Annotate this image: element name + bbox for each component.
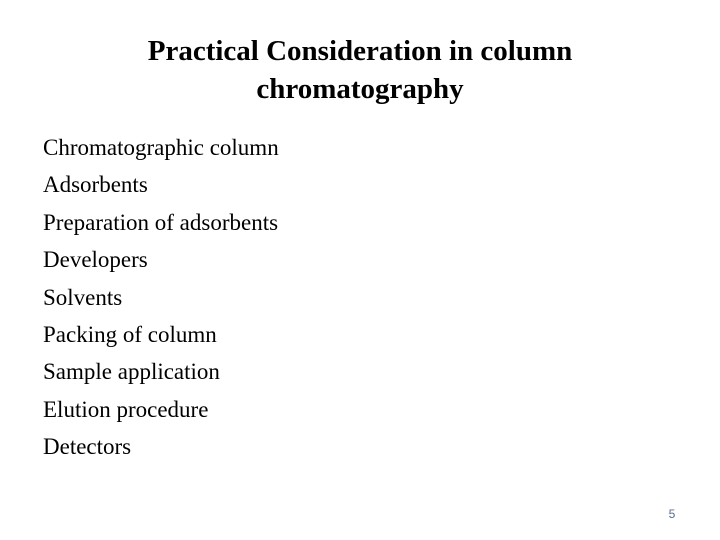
topic-item-preparation-of-adsorbents: Preparation of adsorbents [43, 209, 279, 235]
page-number: 5 [668, 507, 676, 521]
topic-item-packing-of-column: Packing of column [43, 322, 217, 348]
topic-item-solvents: Solvents [43, 284, 123, 310]
topic-item-developers: Developers [43, 247, 148, 273]
slide-title-line-2: chromatography [256, 73, 464, 105]
slide-title [60, 32, 660, 108]
topic-item-adsorbents: Adsorbents [43, 172, 148, 198]
topic-item-sample-application: Sample application [43, 359, 220, 385]
slide-title-line-1: Practical Consideration in column [147, 35, 573, 67]
topic-list [43, 129, 279, 466]
topic-item-detectors: Detectors [43, 434, 132, 460]
topic-item-elution-procedure: Elution procedure [43, 396, 209, 422]
topic-item-chromatographic-column: Chromatographic column [43, 135, 279, 160]
